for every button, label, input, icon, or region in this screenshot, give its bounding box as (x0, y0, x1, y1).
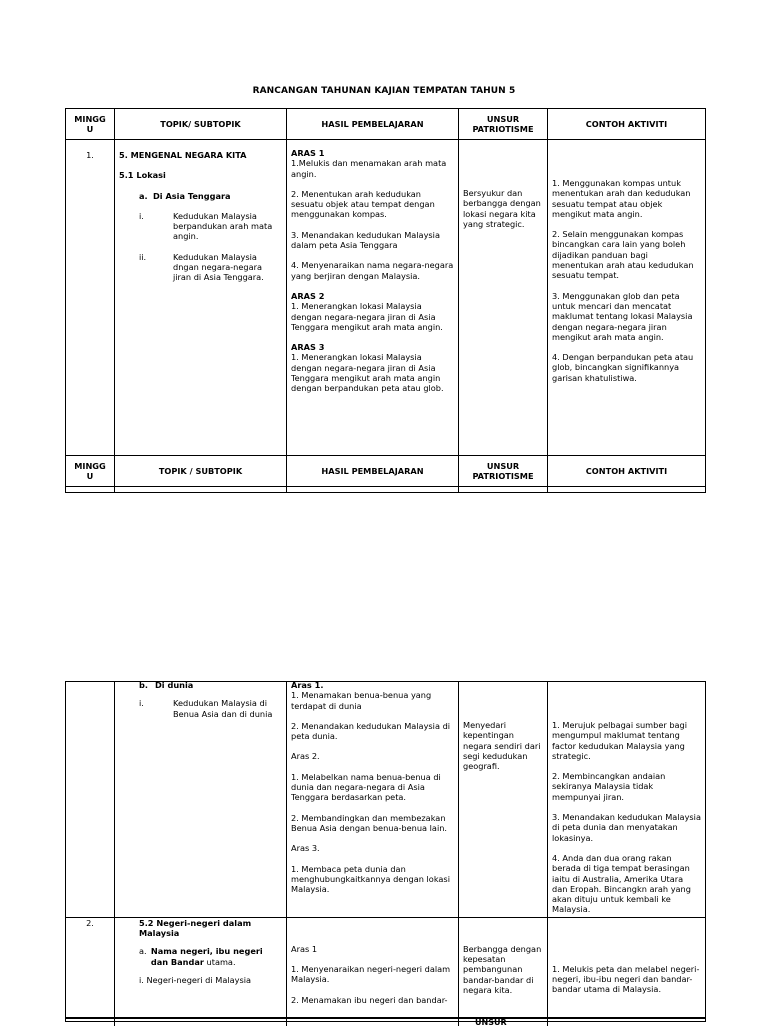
cell-contoh (548, 917, 706, 1021)
hasil-item: 1.Melukis dan menamakan arah mata angin. (291, 158, 447, 179)
list-item-text: Kedudukan Malaysia berpandukan arah mata angin. (173, 210, 273, 242)
empty-cell (115, 487, 287, 493)
col-header-contoh: CONTOH AKTIVITI (548, 456, 706, 487)
col-header-minggu: MINGG U (66, 456, 115, 487)
hasil-item: 1. Membaca peta dunia dan menghubungkaitkannya dengan lokasi Malaysia. (291, 863, 450, 895)
hasil-item: 1. Menerangkan lokasi Malaysia dengan negara-negara jiran di Asia Tenggara mengikut arah mata angin dengan berpandukan peta atau glob. (291, 352, 444, 394)
document-title: RANCANGAN TAHUNAN KAJIAN TEMPATAN TAHUN 5 (252, 86, 516, 96)
contoh-item: 2. Membincangkan andaian sekiranya Malaysia tidak mempunyai jiran. (552, 771, 666, 802)
list-item-text: Kedudukan Malaysia dngan negara-negara jiran di Asia Tenggara. (173, 251, 264, 283)
hasil-item: 2. Membandingkan dan membezakan Benua Asia dengan benua-benua lain. (291, 812, 448, 833)
cell-minggu (66, 140, 115, 456)
subtopic-b (119, 680, 282, 690)
list-item (119, 698, 282, 719)
week-number: 2. (86, 917, 94, 928)
col-header-contoh: CONTOH AKTIVITI (548, 109, 706, 140)
cut-off-header (65, 1017, 705, 1026)
empty-cell (548, 487, 706, 493)
list-item-text: Kedudukan Malaysia di Benua Asia dan di dunia (173, 698, 273, 719)
subtopic-a-rest: utama. (203, 956, 236, 967)
col-header-hasil: HASIL PEMBELAJARAN (287, 109, 459, 140)
col-header-unsur: UNSUR PATRIOTISME (459, 109, 548, 140)
contoh-item: 3. Menandakan kedudukan Malaysia di peta dunia dan menyatakan lokasinya. (552, 812, 701, 843)
hasil-item: 3. Menandakan kedudukan Malaysia dalam peta Asia Tenggara (291, 229, 440, 251)
aras-1-label: Aras 1 (291, 943, 318, 954)
contoh-item: 3. Menggunakan glob dan peta untuk mencari dan mencatat maklumat tentang lokasi Malaysia dengan negara-negara jiran mengikut arah mata angin. (552, 290, 693, 342)
subtopic-b-text: Di dunia (155, 680, 194, 690)
hasil-item: 1. Menerangkan lokasi Malaysia dengan negara-negara jiran di Asia Tenggara mengikut arah mata angin. (291, 301, 443, 332)
aras-1-label: ARAS 1 (291, 148, 325, 158)
cell-unsur (459, 140, 548, 456)
col-header-unsur: UNSUR PATRIOTISME (459, 456, 548, 487)
hasil-item: 2. Menandakan kedudukan Malaysia di peta dunia. (291, 720, 451, 742)
list-item-number: i. (139, 698, 144, 709)
subtopic-a (119, 191, 282, 201)
list-item-number: ii. (139, 251, 147, 262)
list-item (119, 252, 282, 283)
col-header-topik: TOPIK / SUBTOPIK (115, 456, 287, 487)
cell-topik (115, 140, 287, 456)
cell-contoh (548, 682, 706, 918)
hasil-item: 1. Menyenaraikan negeri-negeri dalam Malaysia. (291, 964, 451, 985)
list-item: i. Negeri-negeri di Malaysia (139, 974, 252, 985)
col-header-minggu: MINGG U (66, 109, 115, 140)
hasil-item: 1. Melabelkan nama benua-benua di dunia dan negara-negara di Asia Tenggara berdasarkan peta. (291, 771, 441, 803)
aras-3-label: ARAS 3 (291, 342, 325, 353)
hasil-item: 1. Menamakan benua-benua yang terdapat di dunia (291, 690, 432, 711)
cell-minggu (66, 917, 115, 1021)
unsur-text: Bersyukur dan berbangga dengan lokasi negara kita yang strategic. (463, 188, 541, 229)
aras-3-label: Aras 3. (291, 843, 320, 854)
hasil-item: 2. Menentukan arah kedudukan sesuatu objek atau tempat dengan menggunakan kompas. (291, 188, 435, 220)
cell-contoh (548, 140, 706, 456)
week-number: 1. (86, 150, 94, 160)
cell-unsur (459, 917, 548, 1021)
cut-off-text: UNSUR (475, 1018, 507, 1026)
subtopic-b-letter: b. (139, 680, 148, 690)
hasil-item: 4. Menyenaraikan nama negara-negara yang berjiran dengan Malaysia. (291, 260, 454, 281)
hasil-item: 2. Menamakan ibu negeri dan bandar- (291, 994, 448, 1005)
yearly-plan-table (65, 108, 706, 493)
subtopic-a-text (151, 946, 282, 967)
list-item (119, 211, 282, 242)
subtopic-title: 5.2 Negeri-negeri dalam Malaysia (139, 917, 252, 939)
subtopic-title: 5.1 Lokasi (119, 170, 166, 181)
list-item-number: i. (139, 210, 144, 221)
col-header-topik: TOPIK/ SUBTOPIK (115, 109, 287, 140)
cell-hasil (287, 140, 459, 456)
topic-title: 5. MENGENAL NEGARA KITA (119, 150, 247, 160)
contoh-item: 1. Menggunakan kompas untuk menentukan arah dan kedudukan sesuatu tempat atau objek mengikut mata angin. (552, 178, 691, 219)
cell-topik (115, 682, 287, 918)
unsur-text: Berbangga dengan kepesatan pembangunan bandar-bandar di negara kita. (463, 943, 542, 995)
subtopic-a-letter: a. (139, 190, 148, 201)
subtopic-a-bold: Nama negeri, ibu negeri dan Bandar (150, 946, 263, 967)
unsur-text: Menyedari kepentingan negara sendiri dari segi kedudukan geografi. (463, 720, 541, 772)
contoh-item: 1. Melukis peta dan melabel negeri-negeri, ibu-ibu negeri dan bandar-bandar utama di Malaysia. (552, 963, 700, 995)
col-header-hasil: HASIL PEMBELAJARAN (287, 456, 459, 487)
yearly-plan-table-continued (65, 681, 706, 1022)
subtopic-a-letter: a. (139, 946, 147, 957)
cell-unsur (459, 682, 548, 918)
aras-2-label: ARAS 2 (291, 290, 325, 301)
aras-1-label: Aras 1. (291, 680, 324, 690)
contoh-item: 2. Selain menggunakan kompas bincangkan cara lain yang boleh dijadikan panduan bagi menentukan arah atau kedudukan sesuatu tempat. (552, 229, 694, 281)
empty-cell (66, 487, 115, 493)
contoh-item: 4. Anda dan dua orang rakan berada di tiga tempat berasingan iaitu di Australia, Amerika Utara dan Eropah. Bincangkn arah yang akan dituju untuk kembali ke Malaysia. (552, 852, 691, 915)
cell-hasil (287, 682, 459, 918)
aras-2-label: Aras 2. (291, 751, 320, 762)
subtopic-a-text: Di Asia Tenggara (153, 190, 231, 201)
contoh-item: 1. Merujuk pelbagai sumber bagi mengumpul maklumat tentang factor kedudukan Malaysia yang strategic. (552, 720, 688, 761)
cell-hasil (287, 917, 459, 1021)
empty-cell (459, 487, 548, 493)
empty-cell (287, 487, 459, 493)
contoh-item: 4. Dengan berpandukan peta atau glob, bincangkan signifikannya garisan khatulistiwa. (552, 352, 694, 383)
cell-minggu (66, 682, 115, 918)
subtopic-a (119, 946, 282, 967)
cell-topik (115, 917, 287, 1021)
